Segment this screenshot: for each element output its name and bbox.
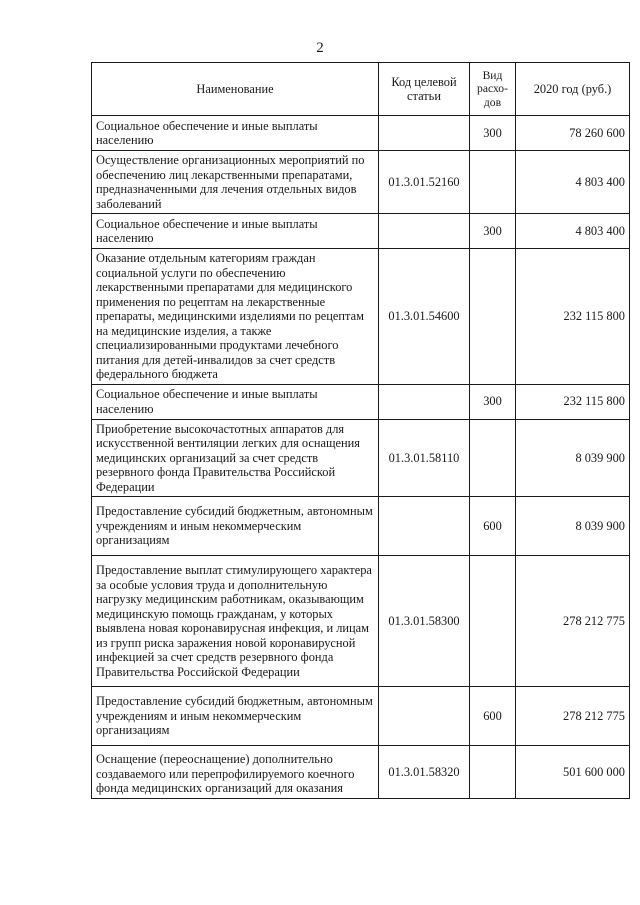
row-name xyxy=(92,214,379,249)
row-name xyxy=(92,384,379,419)
header-kind: Вид расхо-дов xyxy=(470,63,516,116)
row-code xyxy=(379,116,470,151)
table-row xyxy=(92,116,630,151)
row-code xyxy=(379,497,470,556)
table-row xyxy=(92,151,630,214)
row-code xyxy=(379,687,470,746)
table-row xyxy=(92,419,630,497)
row-name xyxy=(92,746,379,799)
table-row xyxy=(92,497,630,556)
row-name xyxy=(92,497,379,556)
row-name xyxy=(92,687,379,746)
row-name-text: Предоставление выплат стимулирующего характера за особые условия труда и дополнительную нагрузку медицинским работникам, оказывающим медицинскую помощь гражданам, у которых выявлена новая коронавирусная инфекция, и лицам из групп риска заражения новой коронавирусной инфекцией за счет средств резервного фонда Правительства Российской Федерации xyxy=(96,563,372,679)
row-amount: 4 803 400 xyxy=(516,151,630,214)
row-name xyxy=(92,249,379,385)
row-code: 01.3.01.58320 xyxy=(379,746,470,799)
row-name xyxy=(92,556,379,687)
row-amount: 501 600 000 xyxy=(516,746,630,799)
row-kind xyxy=(470,249,516,385)
row-name-text: Осуществление организационных мероприятий по обеспечению лиц лекарственными препаратами, предназначенными для лечения отдельных видов заболеваний xyxy=(96,153,365,211)
table-row xyxy=(92,556,630,687)
row-name-text: Социальное обеспечение и иные выплаты населению xyxy=(96,387,318,416)
row-kind: 300 xyxy=(470,384,516,419)
row-amount: 78 260 600 xyxy=(516,116,630,151)
table-row xyxy=(92,384,630,419)
row-code: 01.3.01.58300 xyxy=(379,556,470,687)
row-amount: 232 115 800 xyxy=(516,384,630,419)
row-amount: 4 803 400 xyxy=(516,214,630,249)
row-code: 01.3.01.54600 xyxy=(379,249,470,385)
row-kind xyxy=(470,746,516,799)
row-kind: 300 xyxy=(470,116,516,151)
row-kind: 600 xyxy=(470,497,516,556)
row-kind xyxy=(470,556,516,687)
row-kind: 300 xyxy=(470,214,516,249)
row-code: 01.3.01.58110 xyxy=(379,419,470,497)
row-code: 01.3.01.52160 xyxy=(379,151,470,214)
row-code xyxy=(379,214,470,249)
row-amount: 8 039 900 xyxy=(516,419,630,497)
page-number: 2 xyxy=(316,40,324,56)
row-kind xyxy=(470,419,516,497)
row-amount: 278 212 775 xyxy=(516,687,630,746)
header-name: Наименование xyxy=(92,63,379,116)
table-row xyxy=(92,687,630,746)
row-kind xyxy=(470,151,516,214)
header-code: Код целевой статьи xyxy=(379,63,470,116)
row-name-text: Приобретение высокочастотных аппаратов для искусственной вентиляции легких для оснащения медицинских организаций за счет средств резервного фонда Правительства Российской Федерации xyxy=(96,421,361,494)
row-kind: 600 xyxy=(470,687,516,746)
row-name-text: Оснащение (переоснащение) дополнительно создаваемого или перепрофилируемого коечного фонда медицинских организаций для оказания xyxy=(96,752,355,795)
row-code xyxy=(379,384,470,419)
row-amount: 232 115 800 xyxy=(516,249,630,385)
table-row xyxy=(92,214,630,249)
row-name-text: Предоставление субсидий бюджетным, автономным учреждениям и иным некоммерческим организациям xyxy=(96,504,373,548)
table-row xyxy=(92,249,630,385)
row-amount: 278 212 775 xyxy=(516,556,630,687)
row-name xyxy=(92,419,379,497)
row-name-text: Предоставление субсидий бюджетным, автономным учреждениям и иным некоммерческим организациям xyxy=(96,694,373,738)
header-amount: 2020 год (руб.) xyxy=(516,63,630,116)
table-row xyxy=(92,746,630,799)
budget-table xyxy=(91,62,630,799)
row-name-text: Социальное обеспечение и иные выплаты населению xyxy=(96,216,318,245)
row-name xyxy=(92,151,379,214)
row-name xyxy=(92,116,379,151)
row-amount: 8 039 900 xyxy=(516,497,630,556)
row-name-text: Социальное обеспечение и иные выплаты населению xyxy=(96,118,318,147)
row-name-text: Оказание отдельным категориям граждан социальной услуги по обеспечению лекарственными препаратами для медицинского применения по рецептам на лекарственные препараты, медицинскими изделиями по рецептам на медицинские изделия, а также специализированными продуктами лечебного питания для детей-инвалидов за счет средств федерального бюджета xyxy=(96,251,364,381)
table-header xyxy=(92,63,630,116)
